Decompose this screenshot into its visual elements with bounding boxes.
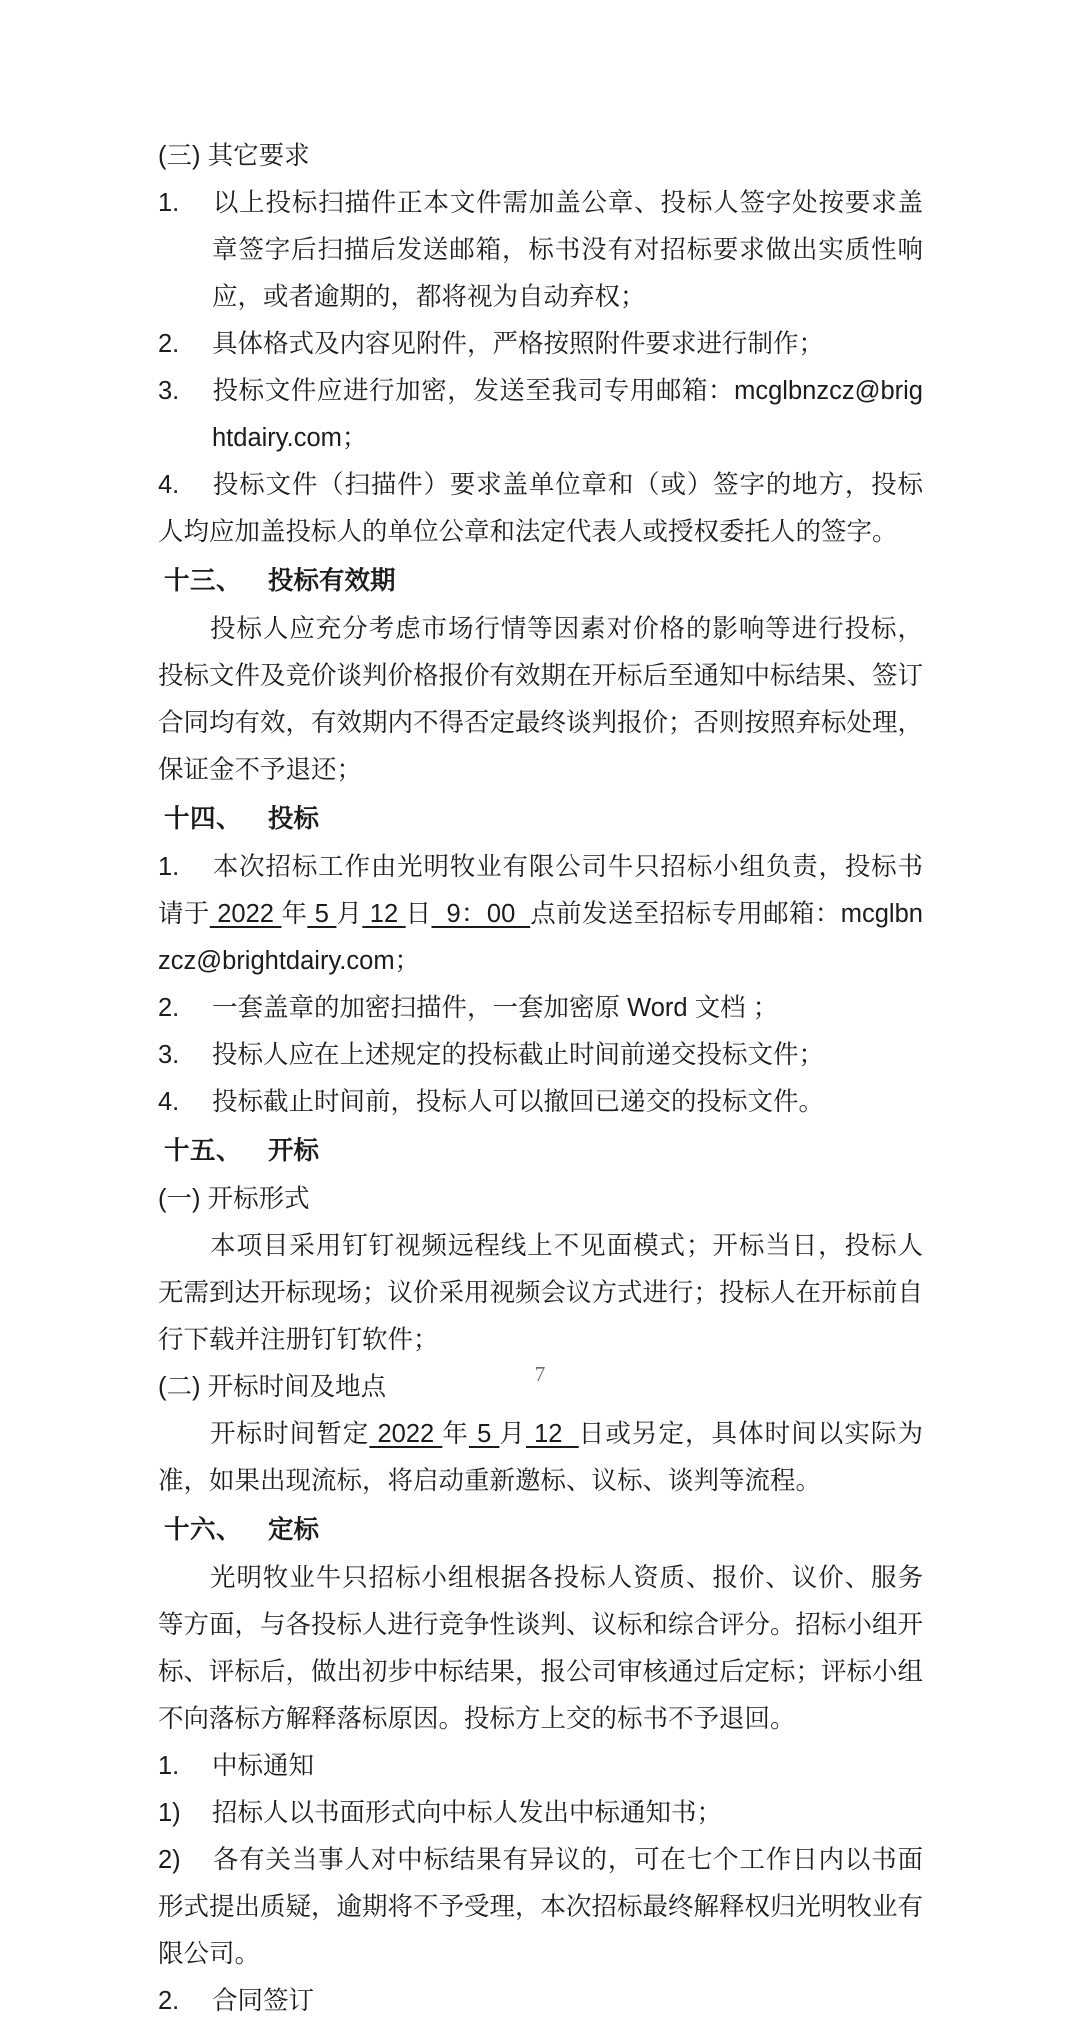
list-item-text: 投标人应在上述规定的投标截止时间前递交投标文件； <box>212 1041 825 1069</box>
list-marker: 2. <box>158 330 180 358</box>
list-item-award-notice-a <box>158 1790 923 1837</box>
list-marker: 2. <box>158 1987 180 2015</box>
list-marker: 2) <box>158 1846 181 1874</box>
list-item-text: 投标文件应进行加密，发送至我司专用邮箱：mcglbnzcz@brightdairy.com； <box>212 377 923 452</box>
section-heading-15 <box>158 1126 923 1176</box>
run-text: 日或另定，具体时间以实际为准，如果出现流标，将启动重新邀标、议标、谈判等流程。 <box>158 1420 923 1495</box>
list-item-text: 以上投标扫描件正本文件需加盖公章、投标人签字处按要求盖章签字后扫描后发送邮箱，标书没有对招标要求做出实质性响应，或者逾期的，都将视为自动弃权； <box>212 189 923 311</box>
paragraph-bid-opening-time <box>158 1411 923 1505</box>
list-item-2 <box>158 321 923 368</box>
run-text: 日 <box>405 900 432 928</box>
list-item-4 <box>158 462 923 556</box>
list-item-14-2 <box>158 985 923 1032</box>
list-item-award-notice <box>158 1743 923 1790</box>
list-item-text: 招标人以书面形式向中标人发出中标通知书； <box>212 1799 723 1827</box>
fill-in-blank: 2022 <box>209 900 282 928</box>
list-marker: 3. <box>158 377 180 405</box>
list-item-14-3 <box>158 1032 923 1079</box>
list-item-text: 具体格式及内容见附件，严格按照附件要求进行制作； <box>212 330 825 358</box>
list-marker: 4. <box>158 1088 180 1116</box>
section-number: 十五、 <box>164 1137 243 1165</box>
list-item-14-4 <box>158 1079 923 1126</box>
fill-in-blank: 5 <box>307 900 337 928</box>
paragraph-bid-opening-format: 本项目采用钉钉视频远程线上不见面模式；开标当日，投标人无需到达开标现场；议价采用视频会议方式进行；投标人在开标前自行下载并注册钉钉软件； <box>158 1232 924 1354</box>
list-marker: 1) <box>158 1799 181 1827</box>
list-item-text: 投标文件（扫描件）要求盖单位章和（或）签字的地方，投标人均应加盖投标人的单位公章和法定代表人或授权委托人的签字。 <box>158 471 923 546</box>
section-title: 投标有效期 <box>268 567 396 595</box>
run-text: 月 <box>499 1420 526 1448</box>
fill-in-blank: 9：00 <box>431 900 531 928</box>
list-item-contract-signing <box>158 1978 923 2025</box>
list-marker: 2. <box>158 994 180 1022</box>
list-item-text: 中标通知 <box>212 1752 315 1780</box>
run-text: 本次招标工作由光明牧业有限公司牛只招标小组负责，投标书请于 <box>158 853 923 928</box>
list-item-3 <box>158 368 923 462</box>
list-item-text: 各有关当事人对中标结果有异议的，可在七个工作日内以书面形式提出质疑，逾期将不予受理，本次招标最终解释权归光明牧业有限公司。 <box>158 1846 924 1968</box>
list-marker: 4. <box>158 471 180 499</box>
section-number: 十四、 <box>164 805 243 833</box>
fill-in-blank: 5 <box>468 1420 500 1448</box>
paragraph-bid-validity: 投标人应充分考虑市场行情等因素对价格的影响等进行投标，投标文件及竞价谈判价格报价有效期在开标后至通知中标结果、签订合同均有效，有效期内不得否定最终谈判报价；否则按照弃标处理，保证金不予退还； <box>158 615 924 784</box>
section-heading-14 <box>158 794 923 844</box>
subsection-heading-bid-opening-format: (一) 开标形式 <box>158 1185 310 1213</box>
list-item-text: 一套盖章的加密扫描件，一套加密原 Word 文档 ； <box>212 994 779 1022</box>
list-item-award-notice-b <box>158 1837 923 1978</box>
list-marker: 3. <box>158 1041 180 1069</box>
section-title: 开标 <box>268 1137 320 1165</box>
paragraph-award-decision: 光明牧业牛只招标小组根据各投标人资质、报价、议价、服务等方面，与各投标人进行竞争性谈判、议标和综合评分。招标小组开标、评标后，做出初步中标结果，报公司审核通过后定标；评标小组不向落标方解释落标原因。投标方上交的标书不予退回。 <box>158 1564 924 1733</box>
fill-in-blank: 12 <box>362 900 406 928</box>
list-item-1 <box>158 180 923 321</box>
list-item-text: 合同签订 <box>212 1987 315 2015</box>
list-item-text: 投标截止时间前，投标人可以撤回已递交的投标文件。 <box>212 1088 825 1116</box>
fill-in-blank: 2022 <box>369 1420 443 1448</box>
subsection-heading-other-requirements: (三) 其它要求 <box>158 142 310 170</box>
section-number: 十六、 <box>164 1516 243 1544</box>
list-marker: 1. <box>158 189 180 217</box>
list-marker: 1. <box>158 1752 180 1780</box>
document-body <box>158 133 923 2025</box>
page-number: 7 <box>534 1362 546 1386</box>
list-item-bid-submission-deadline <box>158 844 923 985</box>
section-heading-16 <box>158 1505 923 1555</box>
section-number: 十三、 <box>164 567 243 595</box>
fill-in-blank: 12 <box>525 1420 579 1448</box>
list-marker: 1. <box>158 853 180 881</box>
section-title: 投标 <box>268 805 320 833</box>
section-title: 定标 <box>268 1516 320 1544</box>
run-text: 年 <box>281 900 308 928</box>
run-text: 月 <box>336 900 363 928</box>
subsection-heading-bid-opening-time-place: (二) 开标时间及地点 <box>158 1373 387 1401</box>
section-heading-13 <box>158 556 923 606</box>
run-text: 开标时间暂定 <box>210 1420 370 1448</box>
run-text: 点前发送至招标专用邮箱：mcglbnzcz@brightdairy.com； <box>158 900 923 975</box>
run-text: 年 <box>442 1420 469 1448</box>
